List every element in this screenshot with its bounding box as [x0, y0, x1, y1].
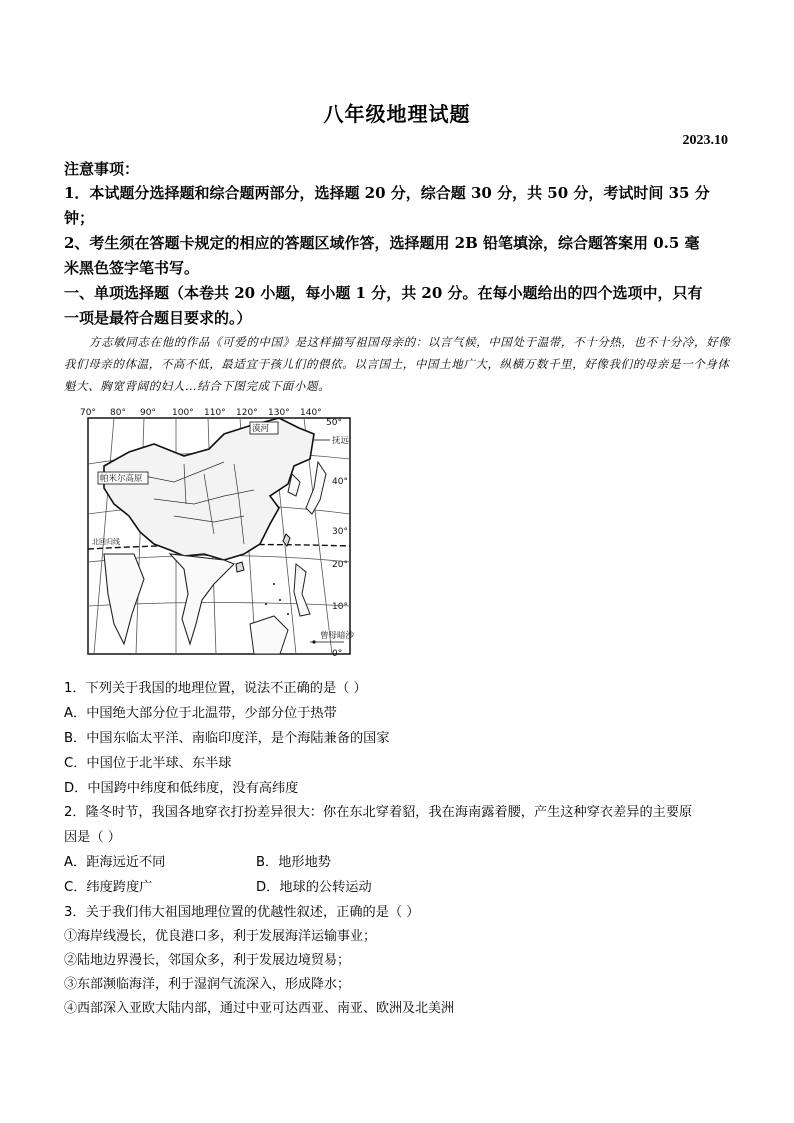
question-3 [64, 900, 734, 1021]
question-1-option-d[interactable]: D．中国跨中纬度和低纬度，没有高纬度 [64, 781, 299, 796]
note-item-1-line-1: 1．本试题分选择题和综合题两部分，选择题 20 分，综合题 30 分，共 50 分，考试时间 35 分 [64, 184, 710, 202]
note-item-2-line-1: 2、考生须在答题卡规定的相应的答题区域作答，选择题用 2B 铅笔填涂，综合题答案用 0.5 毫 [64, 234, 700, 252]
lon-label-110: 110° [204, 408, 226, 418]
page-title: 八年级地理试题 [323, 102, 471, 126]
exam-date: 2023.10 [682, 133, 728, 148]
question-3-stem: 3．关于我们伟大祖国地理位置的优越性叙述，正确的是（ ） [64, 905, 420, 920]
label-mohe: 漠河 [252, 424, 270, 434]
lat-label-20: 20° [332, 560, 348, 570]
note-item-1-line-2: 钟； [64, 209, 95, 227]
lon-label-80: 80° [110, 408, 126, 418]
lon-label-70: 70° [80, 408, 96, 418]
lon-label-90: 90° [140, 408, 156, 418]
question-3-statement-3: ③东部濒临海洋，利于湿润气流深入，形成降水； [64, 977, 351, 992]
lon-label-100: 100° [172, 408, 194, 418]
lat-label-40: 40° [332, 477, 348, 487]
question-1-option-c[interactable]: C．中国位于北半球、东半球 [64, 756, 232, 771]
question-2-option-d[interactable]: D．地球的公转运动 [256, 880, 372, 895]
question-2-option-a[interactable]: A．距海远近不同 [64, 855, 166, 870]
note-item-2-line-2: 米黑色签字笔书写。 [64, 259, 200, 277]
question-2 [64, 800, 734, 900]
lat-label-30: 30° [332, 527, 348, 537]
question-3-statement-4: ④西部深入亚欧大陆内部，通过中亚可达西亚、南亚、欧洲及北美洲 [64, 1001, 455, 1016]
china-map-figure [74, 404, 386, 666]
question-1 [64, 676, 734, 801]
lon-label-140: 140° [300, 408, 322, 418]
reading-passage: 方志敏同志在他的作品《可爱的中国》是这样描写祖国母亲的：以言气候，中国处于温带，不十分热，也不十分冷，好像我们母亲的体温，不高不低，最适宜于孩儿们的偎依。以言国土，中国土地广大，纵横万数千里，好像我们的母亲是一个身体魁大、胸宽背阔的妇人…结合下图完成下面小题。 [64, 335, 731, 393]
question-1-option-a[interactable]: A．中国绝大部分位于北温带，少部分位于热带 [64, 706, 337, 721]
question-3-statement-1: ①海岸线漫长，优良港口多，利于发展海洋运输事业； [64, 929, 377, 944]
lon-label-120: 120° [236, 408, 258, 418]
lon-label-130: 130° [268, 408, 290, 418]
question-3-statement-2: ②陆地边界漫长，邻国众多，利于发展边境贸易； [64, 953, 351, 968]
lat-label-10: 10° [332, 602, 348, 612]
lat-label-50: 50° [326, 418, 342, 428]
question-2-stem-line-2: 因是（ ） [64, 830, 121, 845]
section-heading-line-2: 一项是最符合题目要求的。） [64, 309, 252, 327]
label-tropic-of-cancer: 北回归线 [92, 538, 120, 546]
notes-heading: 注意事项： [64, 160, 140, 178]
section-heading-line-1: 一、单项选择题（本卷共 20 小题，每小题 1 分，共 20 分。在每小题给出的四个选项中，只有 [64, 284, 703, 302]
question-2-option-b[interactable]: B．地形地势 [256, 855, 331, 870]
label-zengmu: 曾母暗沙 [320, 631, 355, 641]
question-1-option-b[interactable]: B．中国东临太平洋、南临印度洋，是个海陆兼备的国家 [64, 731, 390, 746]
question-1-stem: 1．下列关于我国的地理位置，说法不正确的是（ ） [64, 681, 367, 696]
china-map [74, 404, 386, 666]
question-2-stem-line-1: 2．隆冬时节，我国各地穿衣打扮差异很大：你在东北穿着貂，我在海南露着腰，产生这种穿衣差异的主要原 [64, 805, 693, 820]
question-2-option-c[interactable]: C．纬度跨度广 [64, 880, 153, 895]
label-pamir: 帕米尔高原 [100, 474, 143, 484]
label-fuyuan: 抚远 [332, 436, 350, 446]
lat-label-0: 0° [332, 649, 343, 659]
